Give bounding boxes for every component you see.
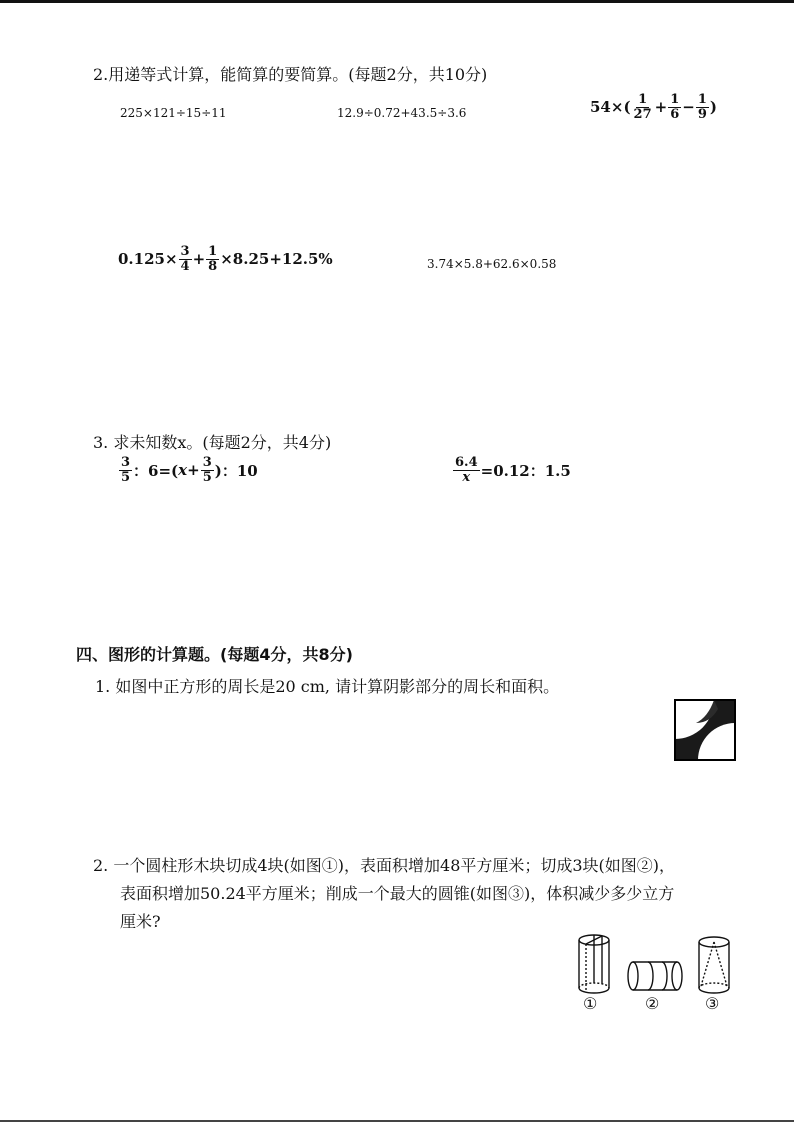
numerator: 1 — [697, 92, 707, 107]
q2-expr-4 — [118, 245, 333, 273]
denominator: 4 — [180, 258, 190, 274]
q3-equation-2 — [452, 456, 571, 484]
figure-label-3: ③ — [705, 994, 720, 1013]
fraction — [632, 93, 654, 121]
s4-problem-2 — [93, 852, 773, 936]
q3-equation-1-mid: ：6=( — [133, 461, 179, 480]
s4-problem-2-line-3: 厘米? — [120, 912, 161, 931]
fraction — [668, 93, 681, 121]
s4-problem-2-line-2: 表面积增加50.24平方厘米；削成一个最大的圆锥(如图③)，体积减少多少立方 — [120, 884, 675, 903]
q3-equation-2-tail: =0.12：1.5 — [480, 461, 571, 480]
q2-heading: 2.用递等式计算，能简算的要简算。(每题2分，共10分) — [93, 65, 488, 84]
operator: + — [187, 461, 200, 480]
operator: + — [654, 98, 668, 117]
fraction — [206, 245, 219, 273]
q2-expr-3 — [590, 93, 717, 121]
section-4-heading: 四、图形的计算题。(每题4分，共8分) — [76, 645, 353, 664]
q3-equation-1-tail: )：10 — [214, 461, 258, 480]
operator: − — [682, 98, 695, 117]
figure-label-2: ② — [645, 994, 660, 1013]
s4-problem-1: 1. 如图中正方形的周长是20 cm, 请计算阴影部分的周长和面积。 — [95, 677, 560, 696]
variable-x: x — [178, 461, 188, 480]
fraction — [453, 456, 480, 484]
denominator: x — [462, 469, 471, 485]
denominator: 5 — [121, 469, 131, 485]
numerator: 1 — [208, 244, 218, 259]
cylinder-cone-figure — [699, 937, 729, 993]
fraction — [696, 93, 709, 121]
fraction — [179, 245, 192, 273]
numerator: 3 — [180, 244, 190, 259]
bottom-border — [0, 1120, 794, 1122]
cylinder-cut-4-figure — [579, 935, 609, 993]
q2-expr-3-tail: ) — [709, 98, 717, 117]
q2-expr-1: 225×121÷15÷11 — [120, 106, 227, 120]
q2-expr-5: 3.74×5.8+62.6×0.58 — [427, 257, 557, 271]
numerator: 3 — [202, 455, 212, 470]
shaded-square-figure — [674, 699, 736, 761]
cylinder-cut-3-figure — [628, 962, 682, 990]
denominator: 9 — [697, 106, 707, 122]
denominator: 27 — [633, 106, 652, 122]
numerator: 1 — [638, 92, 648, 107]
q2-expr-4-lead: 0.125× — [118, 250, 178, 269]
fraction — [119, 456, 132, 484]
q2-expr-2: 12.9÷0.72+43.5÷3.6 — [337, 106, 467, 120]
q3-heading: 3. 求未知数x。(每题2分，共4分) — [93, 433, 332, 452]
numerator: 6.4 — [455, 455, 478, 470]
numerator: 3 — [121, 455, 131, 470]
denominator: 5 — [202, 469, 212, 485]
operator: + — [192, 250, 206, 269]
q2-expr-3-lead: 54×( — [590, 98, 631, 117]
figure-label-1: ① — [583, 994, 598, 1013]
s4-problem-2-line-1: 2. 一个圆柱形木块切成4块(如图①)，表面积增加48平方厘米；切成3块(如图②)， — [93, 856, 676, 875]
q3-equation-1 — [118, 456, 258, 484]
denominator: 6 — [670, 106, 680, 122]
fraction — [201, 456, 214, 484]
top-border — [0, 0, 794, 3]
numerator: 1 — [670, 92, 680, 107]
q2-expr-4-tail: ×8.25+12.5% — [220, 250, 333, 269]
denominator: 8 — [208, 258, 218, 274]
